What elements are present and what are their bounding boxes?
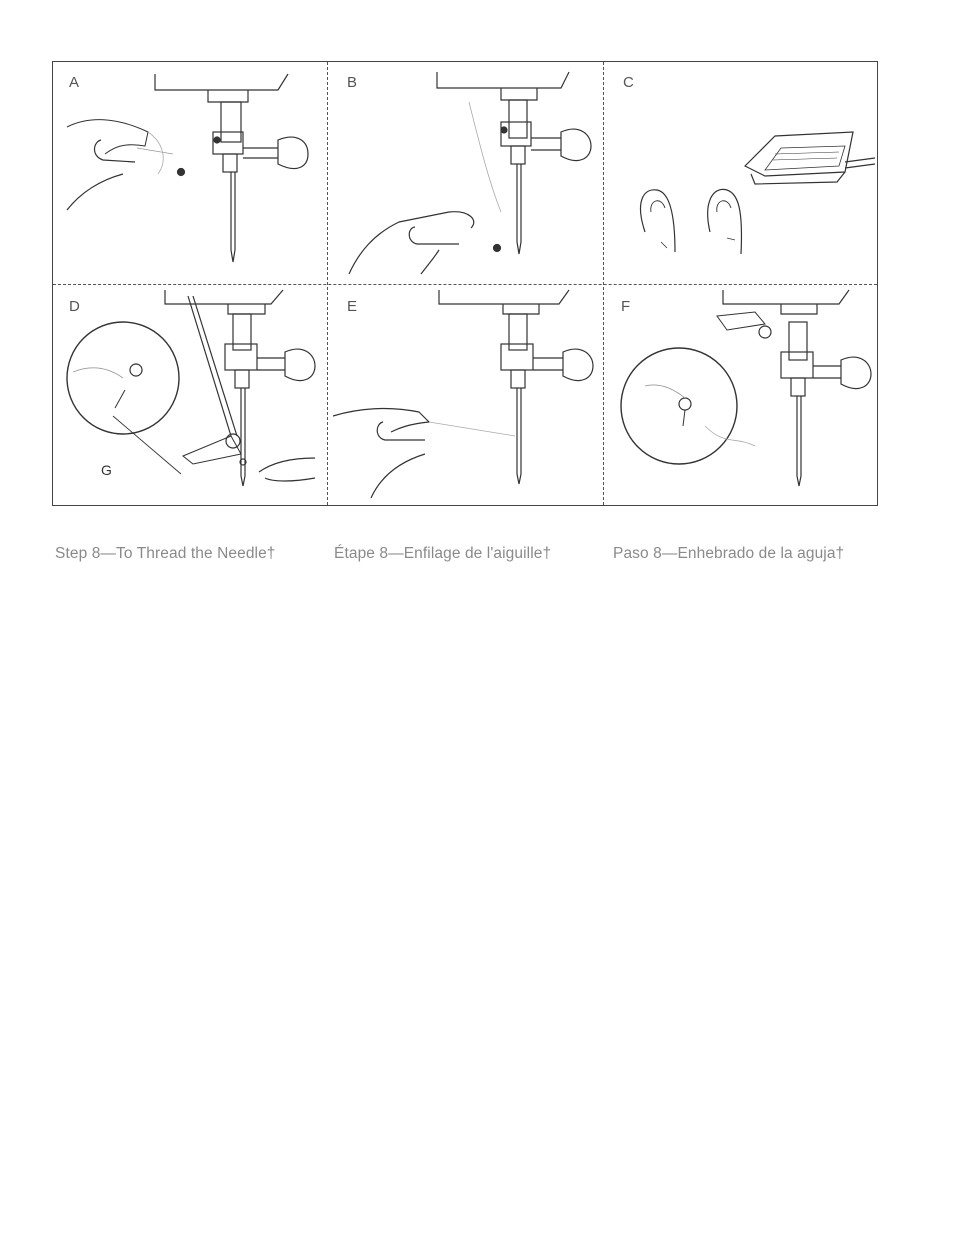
foot-control-illustration (605, 62, 879, 284)
panel-b (329, 62, 603, 284)
panel-c (605, 62, 879, 284)
caption-spanish: Paso 8—Enhebrado de la aguja† (613, 545, 845, 562)
callout-label-g: G (101, 462, 112, 478)
caption-row (55, 545, 885, 567)
panel-a (53, 62, 327, 284)
panel-letter: E (347, 298, 358, 315)
needle-mechanism-illustration (329, 286, 603, 505)
needle-mechanism-illustration (53, 62, 327, 284)
panel-f (605, 286, 879, 505)
needle-threader-illustration (53, 286, 327, 505)
needle-threader-illustration (605, 286, 879, 505)
needle-mechanism-illustration (329, 62, 603, 284)
panel-letter: C (623, 74, 634, 91)
panel-letter: F (621, 298, 631, 315)
panel-d (53, 286, 327, 505)
panel-letter: B (347, 74, 358, 91)
caption-french: Étape 8—Enfilage de l'aiguille† (334, 545, 552, 562)
caption-english: Step 8—To Thread the Needle† (55, 545, 276, 562)
panel-letter: A (69, 74, 80, 91)
panel-e (329, 286, 603, 505)
panel-letter: D (69, 298, 80, 315)
instruction-figure (52, 61, 878, 506)
horizontal-divider (53, 284, 877, 285)
